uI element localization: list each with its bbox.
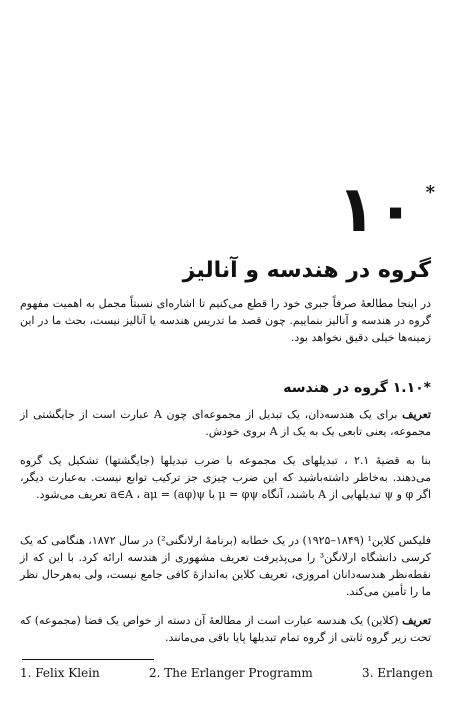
definition-lead: تعریف <box>402 614 432 627</box>
footnote-1: 1. Felix Klein <box>20 666 100 680</box>
paragraph-text: فلیکس کلاین¹ (۱۸۴۹–۱۹۲۵) در یک خطابه (برنامهٔ ارلانگنی²) در سال ۱۸۷۲، هنگامی که یک کرسی دانشگاه ارلانگن³ را می‌پذیرفت تعریف مشهوری از هندسه ارائه کرد. با این که از نقطه‌نظر هندسه‌دانان امروزی، تعریف کلاین به‌اندازهٔ کافی جامع نیست، ولی به‌هرحال نظر ما را تأمین می‌کند. <box>20 534 432 598</box>
definition-text: برای یک هندسه‌دان، یک تبدیل از مجموعه‌ای چون A عبارت است از جایگشتی از مجموعه، یعنی تابعی یک به یک از A بروی خودش. <box>20 408 431 438</box>
footnote-2: 2. The Erlanger Programm <box>148 666 313 680</box>
footnotes <box>20 666 433 680</box>
body-paragraph-2 <box>20 452 431 503</box>
intro-paragraph: در اینجا مطالعهٔ صرفاً جبری خود را قطع می‌کنیم تا اشاره‌ای نسبتاً مجمل به اهمیت مفهوم گروه در هندسه و آنالیز بنماییم. چون قصد ما تدریس هندسه یا آنالیز نیست، بحث ما در این زمینه‌ها خیلی دقیق نخواهد بود. <box>20 297 431 344</box>
definition-text: (کلاین) یک هندسه عبارت است از مطالعهٔ آن دسته از خواص یک فضا (مجموعه) که تحت زیر گروه ثابتی از گروه تمام تبدیلها پایا باقی می‌مانند. <box>20 614 431 644</box>
definition-lead: تعریف <box>402 408 431 421</box>
footnote-3: 3. Erlangen <box>362 666 433 680</box>
body-paragraph-3 <box>20 532 431 600</box>
section-heading: *۱.۱۰ گروه در هندسه <box>283 380 431 396</box>
definition-paragraph-4 <box>20 612 431 646</box>
footnote-divider <box>22 659 154 660</box>
definition-paragraph-1 <box>20 406 431 440</box>
chapter-star-mark: * <box>425 182 435 203</box>
paragraph-text: بنا به قضیهٔ ۲.۱ ، تبدیلهای یک مجموعه با ضرب تبدیلها (جایگشتها) تشکیل یک گروه می‌دهند. به‌خاطر داشته‌باشید که این ضرب چیزی جز ترکیب توابع نیست. به‌عبارت دیگر، اگر φ و ψ تبدیلهایی از A باشند، آنگاه μ = φψ با a∈A ، aμ = (aφ)ψ تعریف می‌شود. <box>20 454 431 501</box>
chapter-title: گروه در هندسه و آنالیز <box>182 258 431 283</box>
chapter-number: ۱۰ <box>336 173 415 247</box>
